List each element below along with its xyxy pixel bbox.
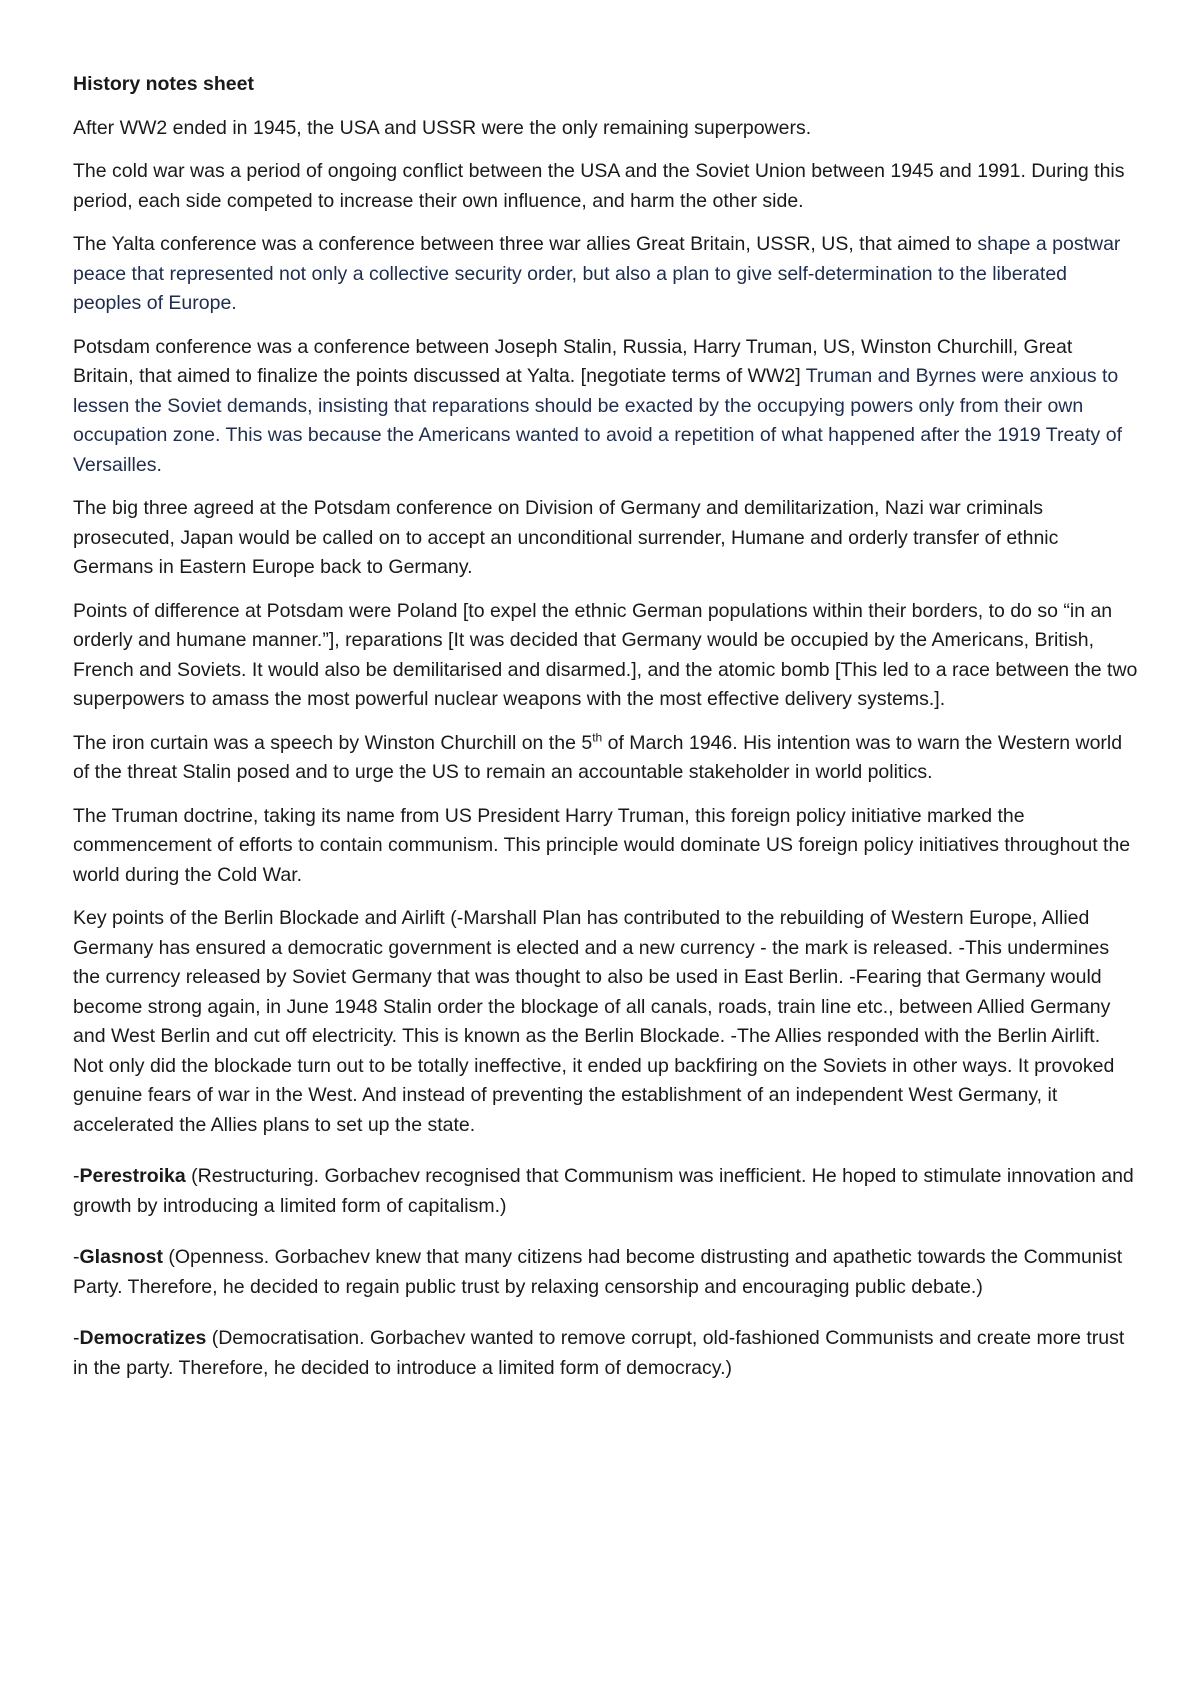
paragraph-truman-doctrine: The Truman doctrine, taking its name from US President Harry Truman, this foreign policy initiative marked the commencement of efforts to contain communism. This principle would dominate US foreign policy initiatives throughout the world during the Cold War.: [73, 804, 1131, 886]
democratizes-dash: -: [73, 1327, 80, 1349]
democratizes-description: (Democratisation. Gorbachev wanted to remove corrupt, old-fashioned Communists and create more trust in the party. Therefore, he decided to introduce a limited form of democracy.): [73, 1327, 1125, 1379]
democratizes-term: Democratizes: [79, 1327, 207, 1349]
perestroika-dash: -: [73, 1165, 80, 1187]
iron-curtain-text-after: of March 1946. His intention was to warn the Western world of the threat Stalin posed and to urge the US to remain an accountable stakeholder in world politics.: [73, 731, 1123, 783]
potsdam-text-part1: Potsdam conference was a conference between Joseph Stalin, Russia, Harry Truman, US, Winston Churchill, Great Britain, that aimed to finalize the points discussed at Yalta. [negotiate terms of WW2]: [73, 335, 1073, 387]
glasnost-dash: -: [73, 1246, 80, 1268]
yalta-text-part1: The Yalta conference was a conference between three war allies Great Britain, USSR, US, that aimed to: [73, 233, 972, 255]
paragraph-blockade-outcome: Not only did the blockade turn out to be totally ineffective, it ended up backfiring on the Soviets in other ways. It provoked genuine fears of war in the West. And instead of preventing the establishment of an independent West Germany, it accelerated the Allies plans to set up the state.: [73, 1054, 1115, 1136]
glasnost-description: (Openness. Gorbachev knew that many citizens had become distrusting and apathetic towards the Communist Party. Therefore, he decided to regain public trust by relaxing censorship and encouraging public debate.): [73, 1246, 1123, 1298]
glasnost-term: Glasnost: [79, 1246, 163, 1268]
paragraph-potsdam: [73, 333, 1138, 481]
paragraph-ww2-superpowers: After WW2 ended in 1945, the USA and USSR were the only remaining superpowers.: [73, 116, 812, 139]
paragraph-perestroika: [73, 1162, 1138, 1221]
paragraph-points-of-difference: Points of difference at Potsdam were Poland [to expel the ethnic German populations within their borders, to do so “in an orderly and humane manner.”], reparations [It was decided that Germany would be occupied by the Americans, British, French and Soviets. It would also be demilitarised and disarmed.], and the atomic bomb [This led to a race between the two superpowers to amass the most powerful nuclear weapons with the most effective delivery systems.].: [73, 599, 1138, 710]
perestroika-description: (Restructuring. Gorbachev recognised that Communism was inefficient. He hoped to stimulate innovation and growth by introducing a limited form of capitalism.): [73, 1165, 1134, 1217]
potsdam-text-part2: Truman and Byrnes were anxious to lessen the Soviet demands, insisting that reparations should be exacted by the occupying powers only from their own occupation zone. This was because the Americans wanted to avoid a repetition of what happened after the 1919 Treaty of Versailles.: [73, 365, 1122, 476]
document-page: [73, 70, 1138, 1397]
paragraph-iron-curtain: [73, 729, 1138, 788]
paragraph-big-three: The big three agreed at the Potsdam conference on Division of Germany and demilitarization, Nazi war criminals prosecuted, Japan would be called on to accept an unconditional surrender, Humane and orderly transfer of ethnic Germans in Eastern Europe back to Germany.: [73, 497, 1059, 578]
paragraph-cold-war: The cold war was a period of ongoing conflict between the USA and the Soviet Union between 1945 and 1991. During this period, each side competed to increase their own influence, and harm the other side.: [73, 160, 1125, 212]
ordinal-superscript: th: [592, 730, 603, 744]
paragraph-berlin-blockade: Key points of the Berlin Blockade and Airlift (-Marshall Plan has contributed to the rebuilding of Western Europe, Allied Germany has ensured a democratic government is elected and a new currency - the mark is released. -This undermines the currency released by Soviet Germany that was thought to also be used in East Berlin. -Fearing that Germany would become strong again, in June 1948 Stalin order the blockage of all canals, roads, train line etc., between Allied Germany and West Berlin and cut off electricity. This is known as the Berlin Blockade. -The Allies responded with the Berlin Airlift.: [73, 907, 1111, 1047]
document-title: History notes sheet: [73, 73, 254, 95]
perestroika-term: Perestroika: [79, 1165, 186, 1187]
paragraph-glasnost: [73, 1243, 1138, 1302]
yalta-text-part2: shape a postwar peace that represented not only a collective security order, but also a plan to give self-determination to the liberated peoples of Europe.: [73, 233, 1121, 314]
paragraph-yalta: [73, 230, 1138, 319]
iron-curtain-text-before: The iron curtain was a speech by Winston Churchill on the 5: [73, 731, 593, 754]
paragraph-democratizes: [73, 1324, 1138, 1383]
